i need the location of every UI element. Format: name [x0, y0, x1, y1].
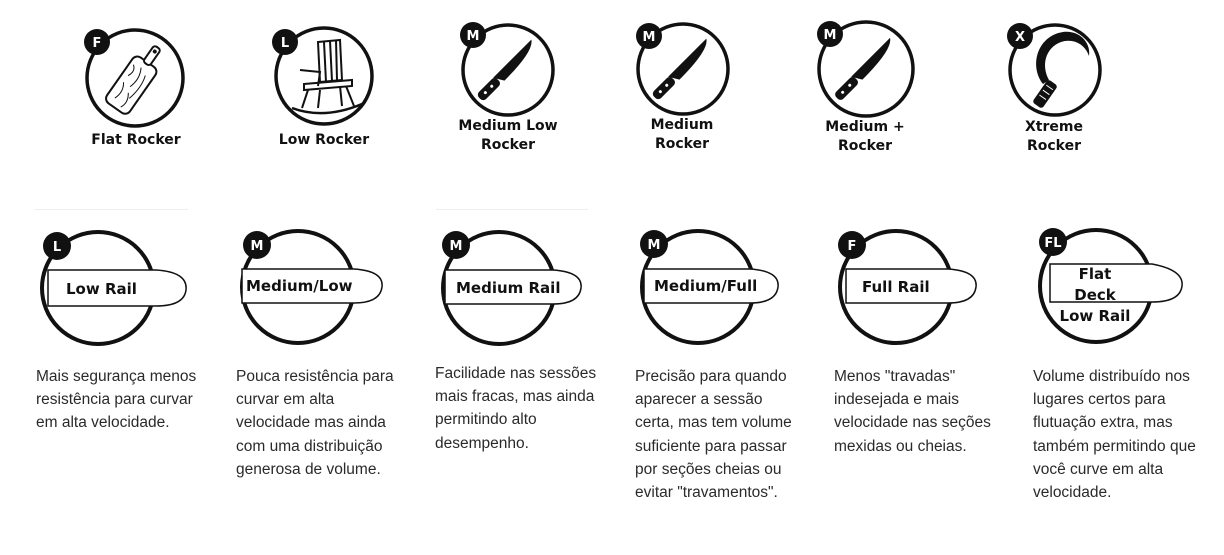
rail-badge: FL: [1044, 236, 1062, 251]
rail-label: Medium Rail: [456, 279, 561, 297]
rail-badge: M: [250, 239, 264, 254]
rocking-chair-icon: [270, 28, 380, 128]
cutting-board-icon: [82, 28, 192, 128]
rocker-label: Low Rocker: [278, 132, 370, 148]
rail-description: Facilidade nas sessões mais fracas, mas ainda permitindo alto desempenho.: [435, 365, 597, 452]
rocker-badge: L: [280, 36, 290, 51]
rocker-label: Medium Low Rocker: [458, 118, 558, 153]
rocker-badge: M: [642, 30, 656, 45]
rail-label: Full Rail: [862, 278, 930, 296]
rail-label: Low Rail: [66, 280, 137, 298]
rail-label: Medium/Low: [246, 277, 353, 295]
rail-badge: M: [449, 239, 463, 254]
knife-icon: [458, 21, 558, 121]
sickle-icon: [1005, 22, 1105, 122]
rail-description: Menos "travadas" indesejada e mais velocidade nas seções mexidas ou cheias.: [834, 368, 991, 455]
knife-icon: [815, 20, 917, 122]
rail-label: Medium/Full: [654, 277, 758, 295]
rocker-badge: M: [466, 29, 480, 44]
knife-icon: [634, 22, 734, 122]
rocker-badge: M: [823, 28, 837, 43]
divider: [436, 209, 588, 210]
rocker-badge: F: [92, 36, 102, 51]
rail-description: Volume distribuído nos lugares certos para flutuação extra, mas também permitindo que você curve em alta velocidade.: [1033, 368, 1196, 502]
rocker-label: Xtreme Rocker: [1025, 119, 1083, 154]
rail-badge: M: [647, 238, 661, 253]
rail-badge: F: [847, 239, 857, 254]
rail-description: Precisão para quando aparecer a sessão certa, mas tem volume suficiente para passar por seções cheias ou evitar "travamentos".: [635, 368, 792, 502]
rocker-label: Medium + Rocker: [825, 119, 905, 154]
rocker-label: Medium Rocker: [650, 117, 714, 152]
rocker-label: Flat Rocker: [91, 132, 181, 148]
rocker-badge: X: [1014, 30, 1026, 45]
rail-badge: L: [52, 240, 62, 255]
rail-description: Mais segurança menos resistência para curvar em alta velocidade.: [36, 368, 197, 432]
rail-label: Flat Deck Low Rail: [1059, 265, 1131, 325]
rail-description: Pouca resistência para curvar em alta velocidade mas ainda com uma distribuição generosa de volume.: [236, 368, 394, 478]
divider: [34, 209, 188, 210]
